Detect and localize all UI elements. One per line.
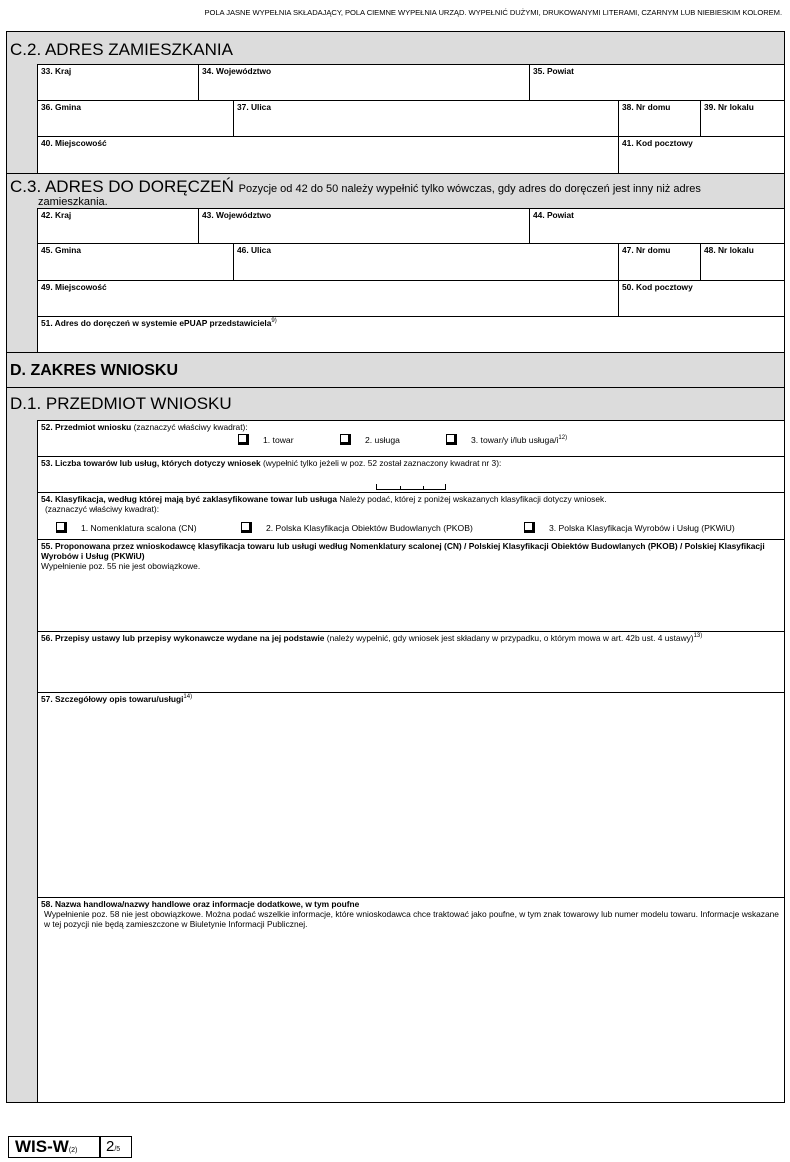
field-54-option-pkob[interactable] [241,522,473,533]
checkbox-icon[interactable] [56,522,67,533]
page-number [100,1136,132,1158]
field-42-label: 42. Kraj [41,210,72,220]
field-43-wojewodztwo[interactable] [198,208,530,244]
checkbox-icon[interactable] [238,434,249,445]
field-54-label: 54. Klasyfikacja, według której mają być zaklasyfikowane towar lub usługa [41,494,338,504]
field-58-label: 58. Nazwa handlowa/nazwy handlowe oraz informacje dodatkowe, w tym poufne [41,899,360,909]
field-57-footnote: 14) [183,694,193,701]
field-36-label: 36. Gmina [41,102,82,112]
option-label: 1. Nomenklatura scalona (CN) [81,523,197,533]
field-53-note: (wypełnić tylko jeżeli w poz. 52 został zaznaczony kwadrat nr 3): [262,458,502,468]
field-41-kod-pocztowy[interactable] [618,136,785,174]
page-current: 2 [106,1138,115,1155]
field-33-label: 33. Kraj [41,66,72,76]
field-53-label: 53. Liczba towarów lub usług, których dotyczy wniosek [41,458,261,468]
field-42-kraj[interactable] [37,208,199,244]
field-52-option-towar-usluga[interactable] [446,434,567,445]
field-38-nr-domu[interactable] [618,100,701,137]
field-51-footnote: 9) [271,318,277,325]
field-33-kraj[interactable] [37,64,199,101]
option-label: 3. Polska Klasyfikacja Wyrobów i Usług (PKWiU) [549,523,735,533]
field-50-label: 50. Kod pocztowy [622,282,693,292]
field-56-przepisy[interactable] [37,631,785,693]
field-52-option-usluga[interactable] [340,434,400,445]
field-55-proponowana-klasyfikacja[interactable] [37,539,785,632]
field-35-label: 35. Powiat [533,66,574,76]
field-46-label: 46. Ulica [237,245,271,255]
field-56-footnote: 13) [693,633,703,640]
field-47-nr-domu[interactable] [618,243,701,281]
field-51-label: 51. Adres do doręczeń w systemie ePUAP przedstawiciela [41,318,272,328]
field-49-miejscowosc[interactable] [37,280,619,317]
field-39-nr-lokalu[interactable] [700,100,785,137]
field-52-note: (zaznaczyć właściwy kwadrat): [133,422,248,432]
section-c3-note-cont: zamieszkania. [38,196,108,208]
form-code [8,1136,100,1158]
field-44-powiat[interactable] [529,208,785,244]
field-44-label: 44. Powiat [533,210,574,220]
form-version: (2) [68,1147,78,1154]
field-35-powiat[interactable] [529,64,785,101]
field-58-note: Wypełnienie poz. 58 nie jest obowiązkowe. Można podać wszelkie informacje, które wnioskodawca chce traktować jako poufne, w tym znak towarowy lub numer modelu towaru. Informacje wskazane w tej pozycji nie będą zamieszczone w Biuletynie Informacji Publicznej. [44,909,779,929]
section-c3-title [10,177,701,199]
field-34-wojewodztwo[interactable] [198,64,530,101]
option-footnote: 12) [558,435,568,442]
field-39-label: 39. Nr lokalu [704,102,754,112]
field-45-label: 45. Gmina [41,245,82,255]
field-55-note: Wypełnienie poz. 55 nie jest obowiązkowe. [41,561,201,571]
field-50-kod-pocztowy[interactable] [618,280,785,317]
field-47-label: 47. Nr domu [622,245,671,255]
field-37-label: 37. Ulica [237,102,271,112]
header-note: POLA JASNE WYPEŁNIA SKŁADAJĄCY, POLA CIEMNE WYPEŁNIA URZĄD. WYPEŁNIĆ DUŻYMI, DRUKOWANYMI LITERAMI, CZARNYM LUB NIEBIESKIM KOLOREM. [204,8,782,17]
field-53-digit-comb[interactable] [376,484,446,490]
field-48-nr-lokalu[interactable] [700,243,785,281]
section-d-title: D. ZAKRES WNIOSKU [10,362,178,379]
field-56-note: (należy wypełnić, gdy wniosek jest składany w przypadku, o którym mowa w art. 42b ust. 4 ustawy) [326,633,694,643]
form-code-text: WIS-W [15,1137,69,1156]
checkbox-icon[interactable] [340,434,351,445]
checkbox-icon[interactable] [524,522,535,533]
field-52-option-towar[interactable] [238,434,294,445]
field-45-gmina[interactable] [37,243,234,281]
field-34-label: 34. Województwo [202,66,272,76]
field-46-ulica[interactable] [233,243,619,281]
field-58-nazwa-handlowa[interactable] [37,897,785,1103]
option-label: 2. Polska Klasyfikacja Obiektów Budowlanych (PKOB) [266,523,473,533]
field-43-label: 43. Województwo [202,210,272,220]
page-total: /5 [114,1146,121,1153]
field-37-ulica[interactable] [233,100,619,137]
option-label: 3. towar/y i/lub usługa/i [471,435,559,445]
field-49-label: 49. Miejscowość [41,282,107,292]
checkbox-icon[interactable] [446,434,457,445]
option-label: 2. usługa [365,435,400,445]
checkbox-icon[interactable] [241,522,252,533]
field-54-option-pkwiu[interactable] [524,522,735,533]
field-51-adres-epuap[interactable] [37,316,785,353]
field-54-option-cn[interactable] [56,522,197,533]
option-label: 1. towar [263,435,294,445]
field-54-klasyfikacja [37,492,785,540]
field-54-note2: (zaznaczyć właściwy kwadrat): [45,504,160,514]
field-56-label: 56. Przepisy ustawy lub przepisy wykonawcze wydane na jej podstawie [41,633,325,643]
section-c2-title: C.2. ADRES ZAMIESZKANIA [10,40,233,59]
field-48-label: 48. Nr lokalu [704,245,754,255]
section-d1-title: D.1. PRZEDMIOT WNIOSKU [10,394,232,413]
field-36-gmina[interactable] [37,100,234,137]
field-57-opis[interactable] [37,692,785,898]
field-41-label: 41. Kod pocztowy [622,138,693,148]
field-56-text [41,633,781,643]
field-38-label: 38. Nr domu [622,102,671,112]
field-52-przedmiot [37,420,785,457]
section-c3-title-text: C.3. ADRES DO DORĘCZEŃ [10,177,234,196]
field-55-label: 55. Proponowana przez wnioskodawcę klasyfikacja towaru lub usługi według Nomenklatury scalonej (CN) / Polskiej Klasyfikacji Obiektów Budowlanych (PKOB) / Polskiej Klasyfikacji Wyrobów i Usług (PKWiU) [41,541,765,561]
field-52-label: 52. Przedmiot wniosku [41,422,132,432]
section-c3-note: Pozycje od 42 do 50 należy wypełnić tylko wówczas, gdy adres do doręczeń jest inny niż adres [238,183,701,195]
field-54-note: Należy podać, której z poniżej wskazanych klasyfikacji dotyczy wniosek. [339,494,607,504]
field-57-label: 57. Szczegółowy opis towaru/usługi [41,694,184,704]
field-40-label: 40. Miejscowość [41,138,107,148]
field-40-miejscowosc[interactable] [37,136,619,174]
